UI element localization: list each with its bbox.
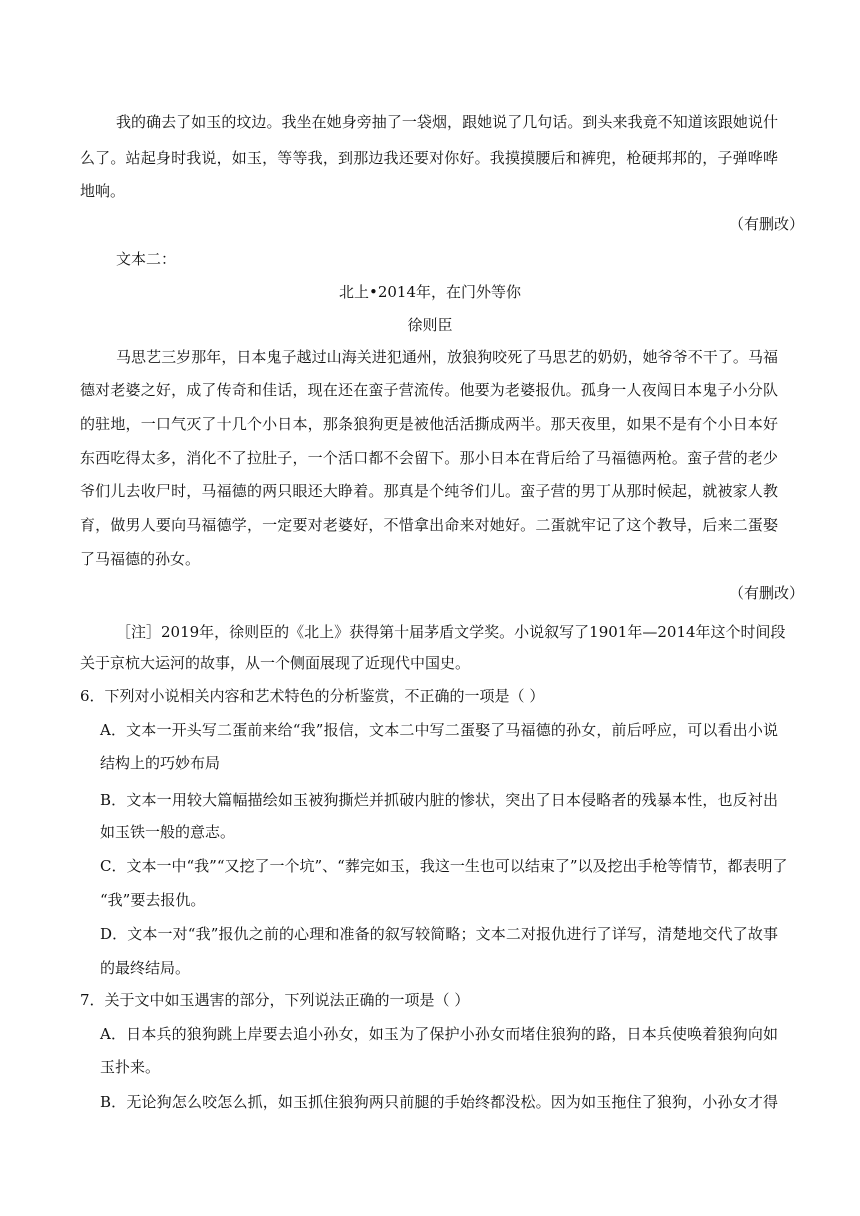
annotation-line-2: 关于京杭大运河的故事，从一个侧面展现了近现代中国史。 (80, 654, 471, 672)
text2-line-7: 了马福德的孙女。 (80, 550, 201, 568)
q7-option-a-line-2[interactable]: 玉扑来。 (100, 1058, 161, 1076)
q6-option-c-line-1[interactable]: C．文本一中“我”“又挖了一个坑”、“葬完如玉，我这一生也可以结束了”以及挖出手枪等情节，都表明了 (100, 857, 788, 875)
q6-option-b-line-1[interactable]: B．文本一用较大篇幅描绘如玉被狗撕烂并抓破内脏的惨状，突出了日本侵略者的残暴本性，也反衬出 (100, 791, 778, 809)
q6-option-a-line-1[interactable]: A．文本一开头写二蛋前来给“我”报信，文本二中写二蛋娶了马福德的孙女，前后呼应，可以看出小说 (100, 721, 778, 739)
text2-author: 徐则臣 (407, 316, 453, 334)
q6-option-d-line-2[interactable]: 的最终结局。 (100, 959, 191, 977)
q6-stem: 6．下列对小说相关内容和艺术特色的分析鉴赏，不正确的一项是（ ） (80, 687, 545, 705)
text1-line-3: 地响。 (80, 182, 126, 200)
q7-stem: 7．关于文中如玉遇害的部分，下列说法正确的一项是（ ） (80, 991, 470, 1009)
text1-note: （有删改） (728, 215, 804, 233)
q6-option-d-line-1[interactable]: D．文本一对“我”报仇之前的心理和准备的叙写较简略；文本二对报仇进行了详写，清楚地交代了故事 (100, 925, 778, 943)
q6-option-a-line-2[interactable]: 结构上的巧妙布局 (100, 754, 221, 772)
text1-line-2: 么了。站起身时我说，如玉，等等我，到那边我还要对你好。我摸摸腰后和裤兜，枪硬邦邦的，子弹哗哗 (80, 149, 778, 167)
text2-label: 文本二： (116, 250, 177, 268)
text2-line-1: 马思艺三岁那年，日本鬼子越过山海关进犯通州，放狼狗咬死了马思艺的奶奶，她爷爷不干了。马福 (116, 348, 778, 366)
q6-option-c-line-2[interactable]: “我”要去报仇。 (100, 891, 206, 909)
text2-line-4: 东西吃得太多，消化不了拉肚子，一个活口都不会留下。那小日本在背后给了马福德两枪。蛮子营的老少 (80, 449, 778, 467)
text2-line-2: 德对老婆之好，成了传奇和佳话，现在还在蛮子营流传。他要为老婆报仇。孤身一人夜闯日本鬼子小分队 (80, 381, 778, 399)
text2-line-3: 的驻地，一口气灭了十几个小日本，那条狼狗更是被他活活撕成两半。那天夜里，如果不是有个小日本好 (80, 415, 778, 433)
text2-note: （有删改） (728, 584, 804, 602)
text2-line-6: 育，做男人要向马福德学，一定要对老婆好，不惜拿出命来对她好。二蛋就牢记了这个教导，后来二蛋娶 (80, 516, 778, 534)
text2-title: 北上•2014年，在门外等你 (338, 283, 522, 301)
q6-option-b-line-2[interactable]: 如玉铁一般的意志。 (100, 823, 236, 841)
q7-option-a-line-1[interactable]: A．日本兵的狼狗跳上岸要去追小孙女，如玉为了保护小孙女而堵住狼狗的路，日本兵使唤着狼狗向如 (100, 1025, 778, 1043)
q7-option-b-line-1[interactable]: B．无论狗怎么咬怎么抓，如玉抓住狼狗两只前腿的手始终都没松。因为如玉拖住了狼狗，小孙女才得 (100, 1093, 778, 1111)
text1-line-1: 我的确去了如玉的坟边。我坐在她身旁抽了一袋烟，跟她说了几句话。到头来我竟不知道该跟她说什 (116, 113, 778, 131)
text2-line-5: 爷们儿去收尸时，马福德的两只眼还大睁着。那真是个纯爷们儿。蛮子营的男丁从那时候起，就被家人教 (80, 482, 778, 500)
annotation-line-1: ［注］2019年，徐则臣的《北上》获得第十届茅盾文学奖。小说叙写了1901年—2014年这个时间段 (116, 623, 786, 641)
